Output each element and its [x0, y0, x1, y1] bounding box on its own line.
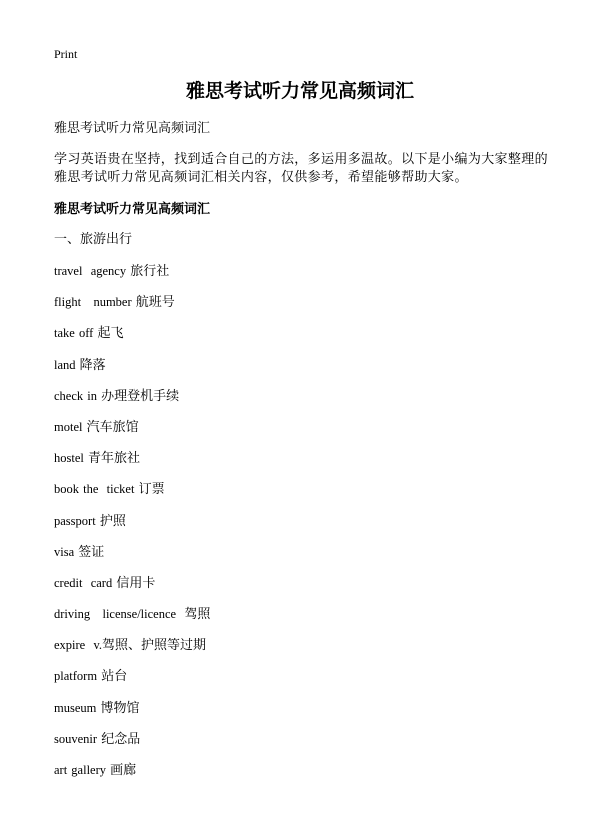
vocab-item: [54, 418, 210, 449]
vocab-chinese: 博物馆: [100, 700, 140, 716]
vocab-chinese: 办理登机手续: [101, 388, 180, 404]
vocab-list: [54, 262, 210, 792]
vocab-item: [54, 574, 210, 605]
vocab-item: [54, 730, 210, 761]
page-title: 雅思考试听力常见高频词汇: [185, 80, 414, 102]
vocab-chinese: 青年旅社: [88, 451, 141, 467]
vocab-chinese: 站台: [101, 669, 128, 685]
vocab-english: art gallery: [54, 763, 107, 777]
vocab-english: hostel: [54, 451, 84, 466]
vocab-english: book the ticket: [54, 482, 135, 497]
vocab-english: passport: [54, 513, 96, 528]
vocab-item: [54, 512, 210, 543]
vocab-english: platform: [54, 669, 98, 684]
vocab-chinese: 签证: [78, 544, 105, 560]
vocab-chinese: 驾照: [180, 607, 211, 623]
vocab-item: [54, 761, 210, 792]
vocab-item: [54, 293, 210, 324]
vocab-chinese: 驾照、护照等过期: [102, 638, 207, 654]
vocab-item: [54, 480, 210, 511]
vocab-chinese: 降落: [79, 357, 106, 373]
vocab-item: [54, 543, 210, 574]
vocab-item: [54, 667, 210, 698]
vocab-item: [54, 449, 210, 480]
vocab-item: [54, 699, 210, 730]
vocab-english: expire v.: [54, 638, 103, 653]
vocab-chinese: 航班号: [135, 295, 175, 311]
print-link[interactable]: Print: [54, 47, 78, 61]
vocab-chinese: 起飞: [97, 326, 124, 342]
vocab-item: [54, 324, 210, 355]
vocab-chinese: 订票: [138, 482, 165, 498]
vocab-item: [54, 605, 210, 636]
vocab-english: check in: [54, 388, 97, 403]
vocab-item: [54, 356, 210, 387]
vocab-chinese: 纪念品: [101, 731, 141, 747]
vocab-chinese: 旅行社: [130, 264, 170, 279]
vocab-english: visa: [54, 544, 75, 559]
vocab-english: travel agency: [54, 264, 127, 278]
vocab-english: land: [54, 357, 76, 372]
vocab-english: souvenir: [54, 731, 98, 746]
vocab-english: take off: [54, 326, 94, 341]
vocab-chinese: 汽车旅馆: [86, 419, 139, 435]
section-heading: 雅思考试听力常见高频词汇: [54, 202, 211, 217]
vocab-item: [54, 262, 210, 293]
vocab-chinese: 画廊: [110, 763, 137, 778]
article-subtitle: 雅思考试听力常见高频词汇: [54, 121, 211, 136]
vocab-item: [54, 636, 210, 667]
vocab-english: motel: [54, 419, 83, 434]
vocab-english: flight number: [54, 295, 132, 310]
vocab-item: [54, 387, 210, 418]
vocab-english: museum: [54, 700, 97, 715]
category-heading: 一、旅游出行: [54, 232, 133, 247]
vocab-english: driving license/licence: [54, 607, 177, 622]
vocab-chinese: 信用卡: [116, 575, 156, 591]
vocab-chinese: 护照: [99, 513, 126, 529]
vocab-english: credit card: [54, 575, 113, 590]
intro-paragraph: 学习英语贵在坚持，找到适合自己的方法，多运用多温故。以下是小编为大家整理的雅思考试听力常见高频词汇相关内容，仅供参考，希望能够帮助大家。: [54, 152, 548, 185]
